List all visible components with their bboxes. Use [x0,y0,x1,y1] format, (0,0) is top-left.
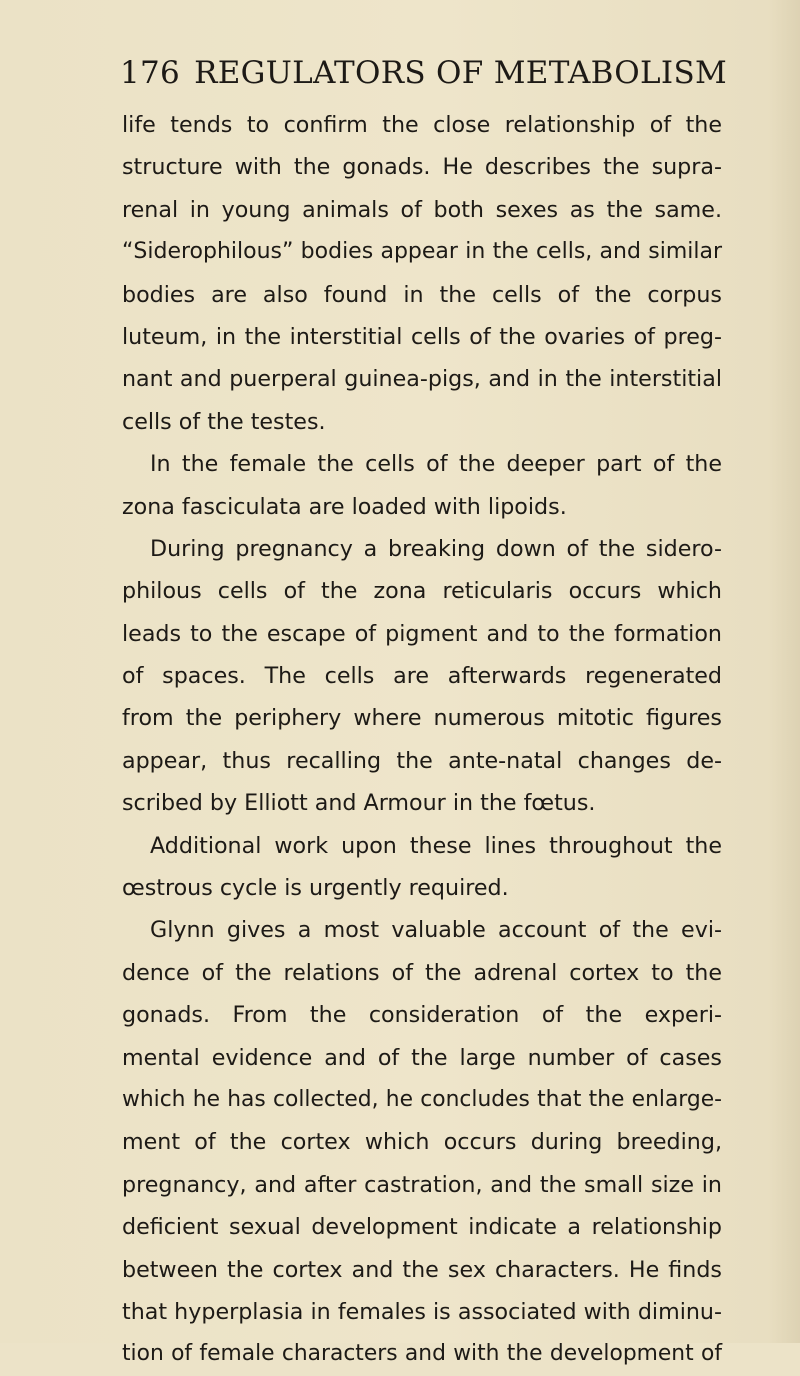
text-line: structure with the gonads. He describes the supra- [122,154,722,181]
text-line: bodies are also found in the cells of the corpus [122,281,722,308]
text-line: dence of the relations of the adrenal cortex to the [122,959,722,986]
text-line: from the periphery where numerous mitotic figures [122,705,722,732]
body-text [122,104,722,1376]
text-line: that hyperplasia in females is associated with diminu- [122,1298,722,1325]
text-line: tion of female characters and with the development of [122,1341,722,1367]
text-line: nant and puerperal guinea-pigs, and in the interstitial [122,366,722,393]
text-line: œstrous cycle is urgently required. [122,875,509,902]
text-line: life tends to confirm the close relationship of the [122,112,722,138]
text-line: between the cortex and the sex characters. He finds [122,1256,722,1283]
text-line: zona fasciculata are loaded with lipoids. [122,493,567,520]
text-line: leads to the escape of pigment and to the formation [122,620,722,647]
text-line: of spaces. The cells are afterwards regenerated [122,663,722,690]
text-line: scribed by Elliott and Armour in the fœtus. [122,790,596,817]
text-line: luteum, in the interstitial cells of the ovaries of preg- [122,323,722,350]
text-line: Glynn gives a most valuable account of the evi- [150,917,722,944]
text-line: renal in young animals of both sexes as the same. [122,196,722,223]
text-line: philous cells of the zona reticularis occurs which [122,578,722,605]
text-line: In the female the cells of the deeper part of the [150,451,722,478]
running-head [120,48,728,98]
text-line: mental evidence and of the large number of cases [122,1044,722,1071]
text-line: gonads. From the consideration of the experi- [122,1002,722,1029]
text-line: deficient sexual development indicate a relationship [122,1214,722,1241]
running-title: REGULATORS OF METABOLISM [194,55,728,91]
text-line: ment of the cortex which occurs during breeding, [122,1129,722,1156]
text-line: cells of the testes. [122,408,326,435]
text-line: Additional work upon these lines throughout the [150,832,722,859]
page-number: 176 [120,55,181,91]
text-line: During pregnancy a breaking down of the sidero- [150,535,722,562]
text-line: which he has collected, he concludes that the enlarge- [122,1086,722,1112]
text-line: pregnancy, and after castration, and the small size in [122,1171,722,1198]
text-line: “Siderophilous” bodies appear in the cells, and similar [122,239,722,265]
text-line: appear, thus recalling the ante-natal changes de- [122,747,722,774]
